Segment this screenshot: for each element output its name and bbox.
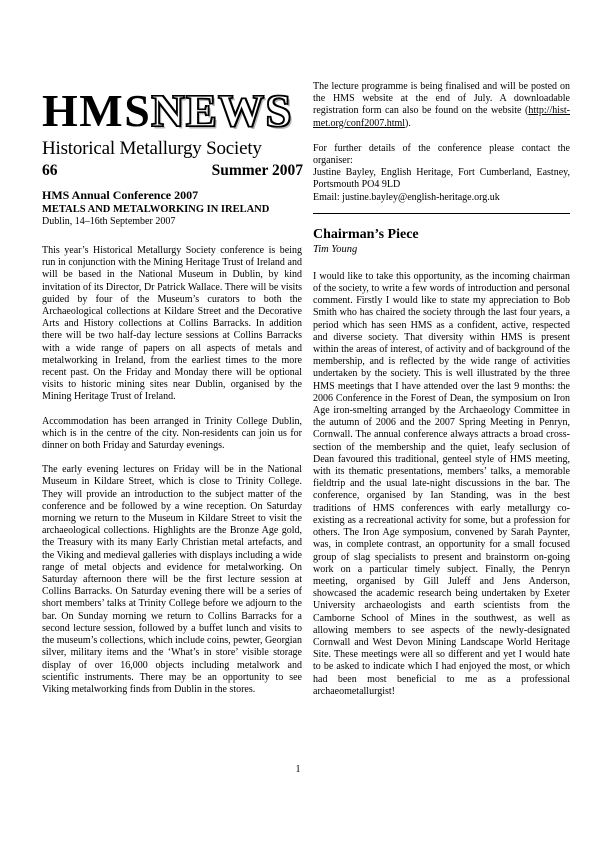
conference-paragraph-1: This year’s Historical Metallurgy Society conference is being run in conjunction with the Mining Heritage Trust of Ireland and will be based in the National Museum in Dublin, by kind invitation of its Director, Dr Patrick Wallace. There will be visits guided by four of the Museum’s curators to both the Archaeological collections at Kildare Street and the Decorative Arts and History collections at Collins Barracks. In addition there will be two half-day lecture sessions at Collins Barracks with a wide range of papers on all aspects of metals and metalworking in Ireland, from the earliest times to the more recent past. On the Friday and Monday there will be optional visits to historic mining sites near Dublin, organised by the Mining Heritage Trust of Ireland. (42, 245, 302, 403)
society-name: Historical Metallurgy Society (42, 138, 262, 159)
issue-number: 66 (42, 162, 58, 179)
programme-note-tail: ). (405, 117, 411, 129)
conference-heading: HMS Annual Conference 2007 (42, 188, 199, 202)
newsletter-title (42, 85, 303, 136)
conference-paragraph-2: Accommodation has been arranged in Trinity College Dublin, which is in the centre of the city. Non-residents can join us for dinner on both Friday and Saturday evenings. (42, 415, 302, 452)
issue-season: Summer 2007 (211, 162, 303, 179)
contact-intro: For further details of the conference please contact the organiser: (313, 142, 570, 167)
left-column (42, 189, 302, 696)
page-number: 1 (295, 764, 301, 775)
contact-email: Email: justine.bayley@english-heritage.org.uk (313, 191, 500, 203)
conference-subheading: METALS AND METALWORKING IN IRELAND (42, 204, 270, 215)
conference-paragraph-3: The early evening lectures on Friday will be in the National Museum in Kildare Street, which is close to Trinity College. They will provide an introduction to the subject matter of the conference and be followed by a wine reception. On Saturday morning we return to the Museum in Kildare Street to visit the archaeological collections. Highlights are the Bronze Age gold, the Treasury with its many Early Christian metal artefacts, and the Viking and medieval galleries with displays including a wide range of metal objects and evidence for metalworking. On Saturday afternoon there will be the first lecture session at Collins Barracks. On Saturday evening there will be a series of short members’ talks at Trinity College before we adjourn to the bar. On Sunday morning we return to Collins Barracks for a second lecture session, followed by a buffet lunch and visits to the museum’s collections, which include coins, pewter, Georgian silver, military items and the ‘What’s in store’ visible storage display of over 16,000 objects including metalwork and scientific instruments. There may be an opportunity to see Viking metalworking finds from Dublin in the stores. (42, 464, 302, 695)
title-hms-solid: HMS (42, 85, 152, 136)
chairmans-piece-heading: Chairman’s Piece (313, 226, 419, 242)
chairmans-piece-body: I would like to take this opportunity, as the incoming chairman of the society, to write a few words of introduction and personal comment. Firstly I would like to state my appreciation to Bob Smith who has chaired the society through the last four years, a period which has seen HMS as a confident, active, respected and diverse society. That diversity within HMS is present within the areas of interest, of activity and of background of the membership, and is reflected by the wide range of activities undertaken by the society. This is well illustrated by the three HMS meetings that I have attended over the last 9 months: the 2006 Conference in the Forest of Dean, the symposium on Iron Age iron-smelting arranged by the Archaeology Committee in the autumn of 2006 and the 2007 Spring Meeting in Penryn, Cornwall. The annual conference always attracts a broad cross-section of the membership and the quiet, leafy seclusion of Dean favoured this traditional, genteel style of HMS meeting, with its thematic presentations, members’ talks, a memorable fieldtrip and the usual late-night discussions in the bar. The conference, organised by Ian Standing, was in the best traditions of HMS conferences with early metallurgy co-existing as a recreational activity for some, but a profession for others. The Iron Age symposium, convened by Sarah Paynter, was, in complete contrast, an opportunity for a small focused group of slag specialists to present and brainstorm on-going work on a particular timely subject. Finally, the Penryn meeting, organised by Gill Juleff and Jens Anderson, showcased the academic research being undertaken by Exeter University archaeologists and earth scientists from the Camborne School of Mines in the southwest, as well as allowing members to see aspects of the newly-designated Cornwall and West Devon Mining Landscape World Heritage Site. These meetings were all so different and yet I would hate to be asked to indicate which I had enjoyed the most, or which had been most beneficial to me as a professional archaeometallurgist! (313, 270, 570, 697)
masthead (42, 85, 303, 180)
programme-note (313, 81, 570, 130)
section-divider (313, 213, 570, 214)
registration-form-link[interactable]: http://hist-met.org/conf2007.html (313, 105, 570, 129)
title-news-outline: NEWS (151, 85, 293, 136)
conference-dateline: Dublin, 14–16th September 2007 (42, 216, 176, 227)
right-column (313, 81, 570, 698)
programme-note-text: The lecture programme is being finalised and will be posted on the HMS website at the end of July. A downloadable registration form can also be found on the website ( (313, 81, 570, 117)
issue-row (42, 161, 303, 180)
contact-address: Justine Bayley, English Heritage, Fort Cumberland, Eastney, Portsmouth PO4 9LD (313, 167, 570, 191)
author-byline: Tim Young (313, 243, 358, 255)
